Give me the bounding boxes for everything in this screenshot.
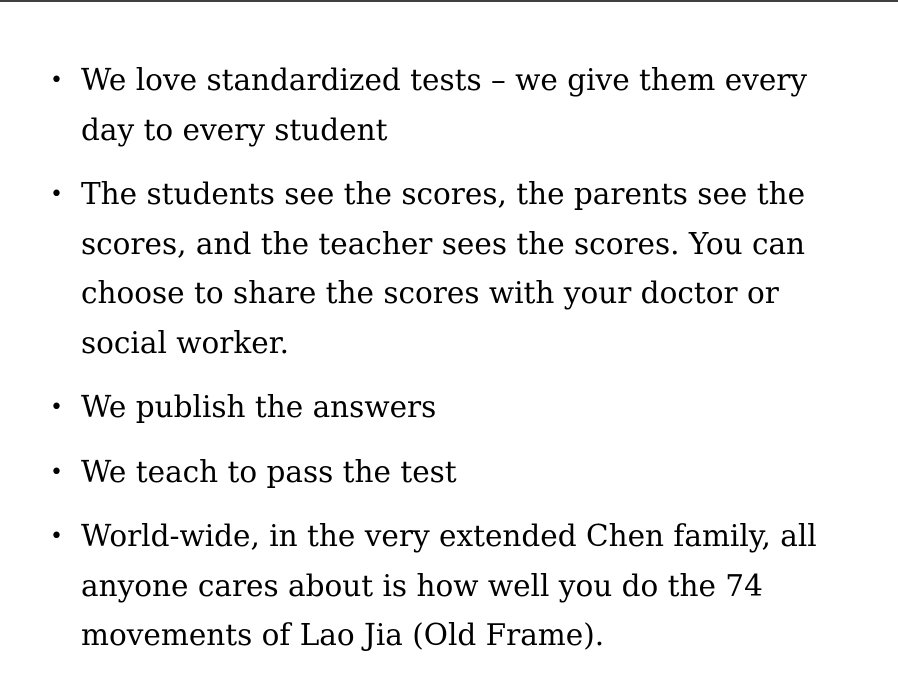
- bullet-text: The students see the scores, the parents see the scores, and the teacher sees the scores. You can choose to share the scores with your doctor or social worker.: [81, 177, 806, 360]
- bullet-list: [50, 56, 860, 661]
- bullet-item: [50, 512, 860, 661]
- bullet-dot-icon: •: [50, 524, 63, 549]
- bullet-dot-icon: •: [50, 395, 63, 420]
- bullet-dot-icon: •: [50, 68, 63, 93]
- bullet-text: We teach to pass the test: [81, 454, 457, 489]
- bullet-item: [50, 448, 860, 498]
- bullet-dot-icon: •: [50, 459, 63, 485]
- bullet-item: [50, 170, 860, 368]
- bullet-dot-icon: •: [50, 182, 63, 207]
- bullet-item: [50, 56, 860, 155]
- bullet-text: We publish the answers: [81, 390, 437, 424]
- bullet-item: [50, 383, 860, 433]
- bullet-text: We love standardized tests – we give them every day to every student: [81, 63, 808, 147]
- bullet-text: World-wide, in the very extended Chen family, all anyone cares about is how well you do the 74 movements of Lao Jia (Old Frame).: [81, 519, 817, 652]
